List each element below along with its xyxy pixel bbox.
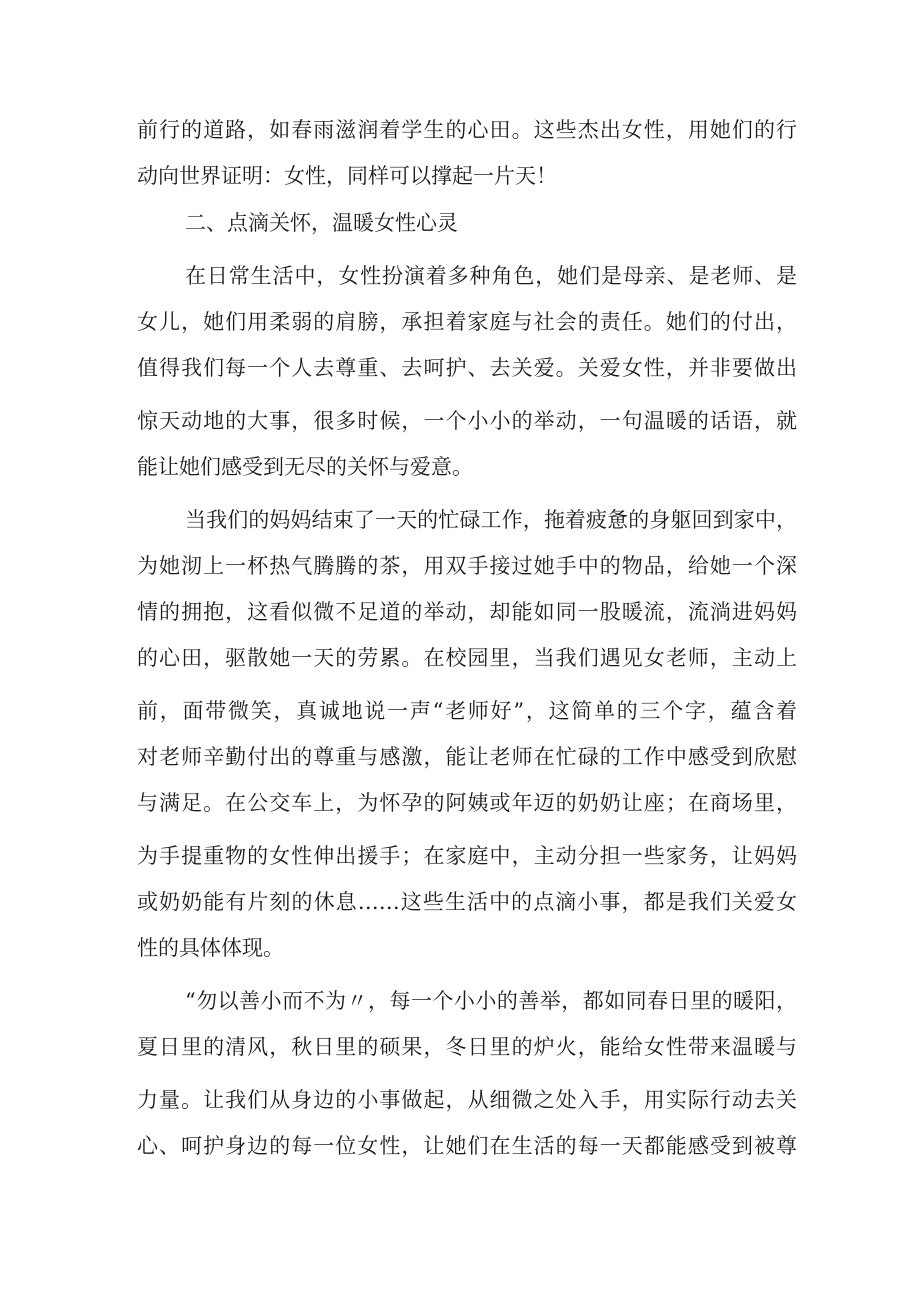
text-line: 为手提重物的女性伸出援手；在家庭中，主动分担一些家务，让妈妈 bbox=[137, 844, 797, 868]
text-line: 前行的道路，如春雨滋润着学生的心田。这些杰出女性，用她们的行 bbox=[137, 118, 797, 142]
text-line: 与满足。在公交车上，为怀孕的阿姨或年迈的奶奶让座；在商场里， bbox=[137, 791, 797, 815]
text-line: 在日常生活中，女性扮演着多种角色，她们是母亲、是老师、是 bbox=[185, 264, 797, 288]
text-line: “勿以善小而不为〃，每一个小小的善举，都如同春日里的暖阳， bbox=[185, 989, 797, 1013]
section-heading: 二、点滴关怀，温暖女性心灵 bbox=[185, 211, 458, 235]
text-line: 能让她们感受到无尽的关怀与爱意。 bbox=[137, 455, 473, 479]
text-line: 或奶奶能有片刻的休息……这些生活中的点滴小事，都是我们关爱女 bbox=[137, 890, 797, 914]
text-line: 为她沏上一杯热气腾腾的茶，用双手接过她手中的物品，给她一个深 bbox=[137, 554, 797, 578]
text-line: 情的拥抱，这看似微不足道的举动，却能如同一股暖流，流淌进妈妈 bbox=[137, 600, 797, 624]
text-line: 心、呵护身边的每一位女性，让她们在生活的每一天都能感受到被尊 bbox=[137, 1134, 797, 1158]
text-line: 女儿，她们用柔弱的肩膀，承担着家庭与社会的责任。她们的付出， bbox=[137, 310, 797, 334]
text-line: 性的具体体现。 bbox=[137, 936, 284, 960]
text-line: 惊天动地的大事，很多时候，一个小小的举动，一句温暖的话语，就 bbox=[137, 409, 797, 433]
text-line: 的心田，驱散她一天的劳累。在校园里，当我们遇见女老师，主动上 bbox=[137, 646, 797, 670]
text-line: 夏日里的清风，秋日里的硕果，冬日里的炉火，能给女性带来温暖与 bbox=[137, 1035, 797, 1059]
text-line: 对老师辛勤付出的尊重与感激，能让老师在忙碌的工作中感受到欣慰 bbox=[137, 745, 797, 769]
text-line: 当我们的妈妈结束了一天的忙碌工作，拖着疲惫的身躯回到家中， bbox=[185, 508, 797, 532]
text-line: 力量。让我们从身边的小事做起，从细微之处入手，用实际行动去关 bbox=[137, 1088, 797, 1112]
text-line: 动向世界证明：女性，同样可以撑起一片天！ bbox=[137, 164, 557, 188]
text-line: 前，面带微笑，真诚地说一声“老师好”，这简单的三个字，蕴含着 bbox=[137, 699, 797, 723]
text-line: 值得我们每一个人去尊重、去呵护、去关爱。关爱女性，并非要做出 bbox=[137, 356, 797, 380]
